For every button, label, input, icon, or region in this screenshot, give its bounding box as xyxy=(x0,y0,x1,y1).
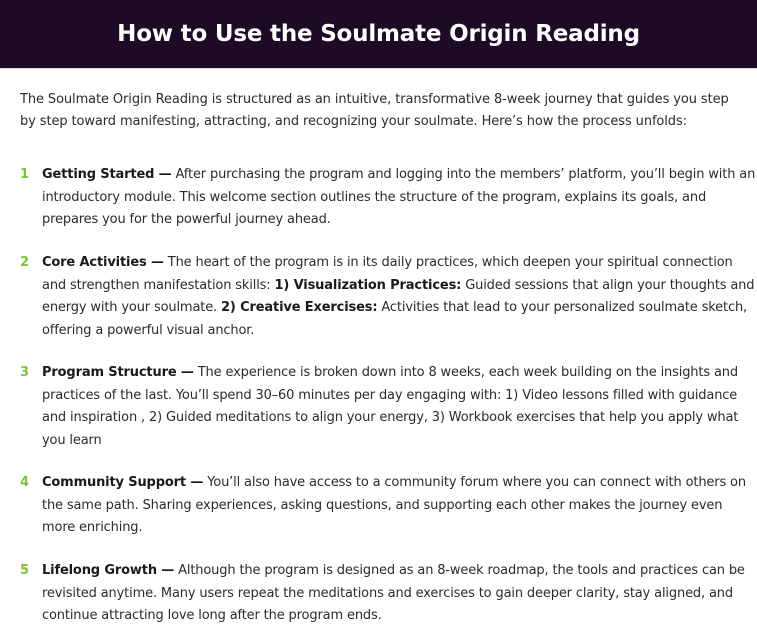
step-text: Activities that lead to your personalized soulmate sketch, offering a powerful visual anchor. xyxy=(42,300,748,338)
step-highlight-visualization: 1) Visualization Practices: xyxy=(274,277,462,293)
step-text: The experience is broken down into 8 weeks, each week building on the insights and practices of the last. You’ll spend 30–60 minutes per day engaging with: 1) Video lessons filled with guidance and inspiration , 2) Guided meditations to align your energy, 3) Workbook exercises that help you apply what you learn xyxy=(42,365,739,448)
step-body xyxy=(42,560,756,627)
step-number: 1 xyxy=(20,167,29,182)
step-body xyxy=(42,472,756,540)
step-text: The heart of the program is in its daily practices, which deepen your spiritual connection and strengthen manifestation skills: xyxy=(42,255,733,293)
step-title: Core Activities — xyxy=(42,255,164,270)
page-title: How to Use the Soulmate Origin Reading xyxy=(117,21,640,47)
step-item-program-structure xyxy=(20,362,756,452)
step-highlight-creative: 2) Creative Exercises: xyxy=(221,300,378,315)
step-text: You’ll also have access to a community forum where you can connect with others on the same path. Sharing experiences, asking questions, and supporting each other makes the journey even more enriching. xyxy=(42,475,746,535)
step-number: 4 xyxy=(20,475,29,490)
step-body xyxy=(42,252,756,342)
step-text: After purchasing the program and logging into the members’ platform, you’ll begin with an introductory module. This welcome section outlines the structure of the program, explains its goals, and prepares you for the powerful journey ahead. xyxy=(42,167,756,227)
step-title: Getting Started — xyxy=(42,167,172,182)
step-number: 5 xyxy=(20,563,29,578)
intro-paragraph: The Soulmate Origin Reading is structured as an intuitive, transformative 8-week journey that guides you step by step toward manifesting, attracting, and recognizing your soulmate. Here’s how the process unfolds: xyxy=(20,92,729,129)
step-body xyxy=(42,362,756,452)
step-number: 2 xyxy=(20,255,29,270)
step-text: Although the program is designed as an 8-week roadmap, the tools and practices can be revisited anytime. Many users repeat the meditations and exercises to gain deeper clarity, stay aligned, and continue attracting love long after the program ends. xyxy=(42,563,745,623)
step-text: Guided sessions that align your thoughts and energy with your soulmate. xyxy=(42,277,755,315)
step-item-lifelong-growth xyxy=(20,560,756,627)
step-body xyxy=(42,164,756,232)
page-header xyxy=(0,0,757,69)
step-item-community-support xyxy=(20,472,756,540)
step-title: Program Structure — xyxy=(42,365,194,380)
step-title: Community Support — xyxy=(42,475,204,490)
step-item-core-activities xyxy=(20,252,756,342)
step-number: 3 xyxy=(20,365,29,380)
step-item-getting-started xyxy=(20,164,756,232)
step-title: Lifelong Growth — xyxy=(42,563,175,578)
